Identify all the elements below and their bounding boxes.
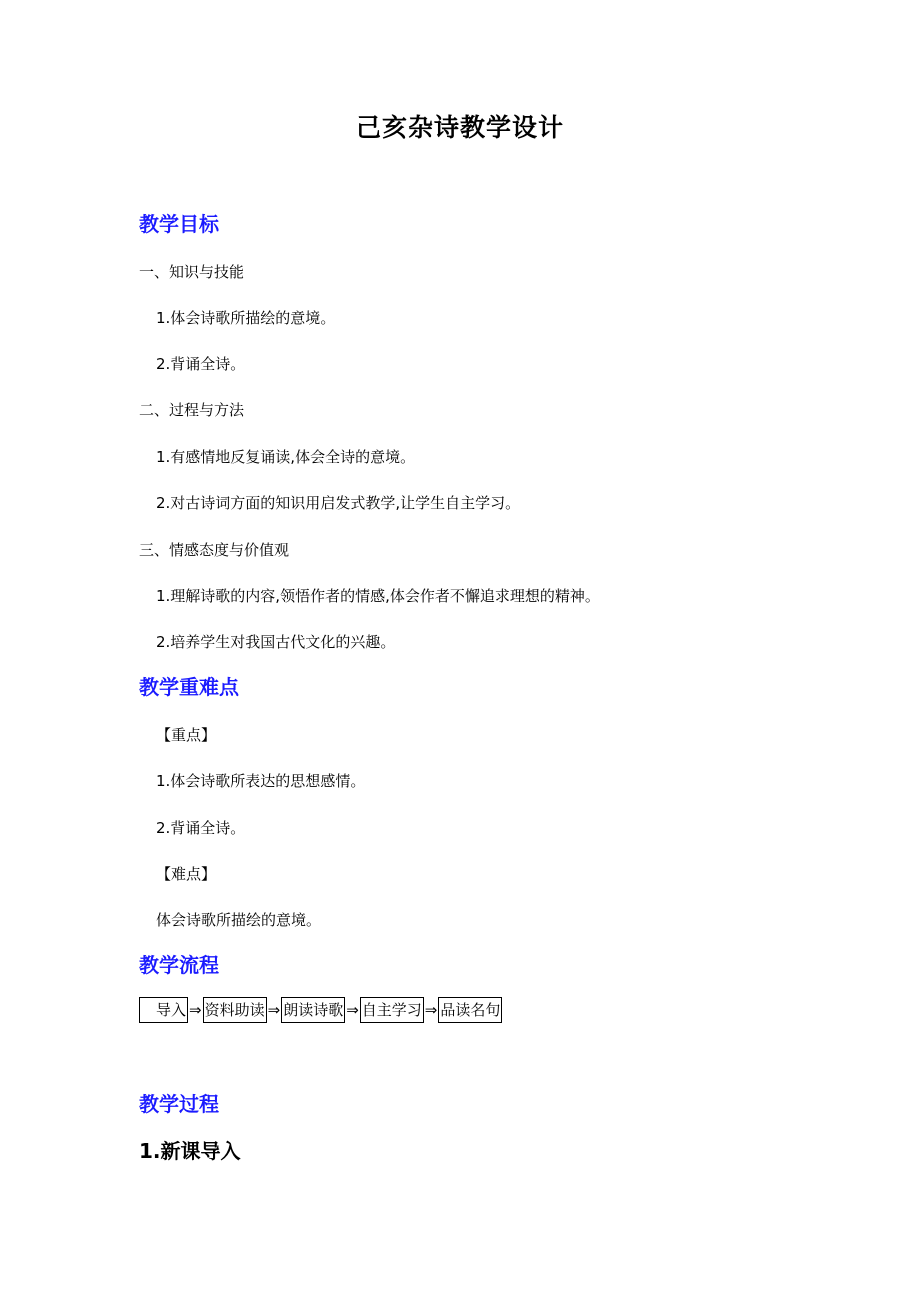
objectives-section-2-item-2: 2.对古诗词方面的知识用启发式教学,让学生自主学习。 bbox=[156, 494, 521, 512]
flow-arrow-1: ⇒ bbox=[189, 1001, 202, 1019]
flow-arrow-3: ⇒ bbox=[346, 1001, 359, 1019]
flow-step-3: 朗读诗歌 bbox=[281, 997, 345, 1023]
flow-step-2: 资料助读 bbox=[203, 997, 267, 1023]
document-title: 己亥杂诗教学设计 bbox=[355, 113, 564, 142]
objectives-section-3-label: 三、情感态度与价值观 bbox=[139, 541, 290, 559]
objectives-section-3-item-1: 1.理解诗歌的内容,领悟作者的情感,体会作者不懈追求理想的精神。 bbox=[156, 587, 600, 605]
objectives-section-1-item-2: 2.背诵全诗。 bbox=[156, 355, 246, 373]
flow-step-4: 自主学习 bbox=[360, 997, 424, 1023]
objectives-section-2-item-1: 1.有感情地反复诵读,体会全诗的意境。 bbox=[156, 448, 416, 466]
flow-arrow-2: ⇒ bbox=[267, 1001, 281, 1019]
heading-key-points: 教学重难点 bbox=[139, 675, 239, 699]
flow-arrow-4: ⇒ bbox=[424, 1001, 438, 1019]
teaching-flow bbox=[139, 997, 502, 1023]
heading-process: 教学过程 bbox=[139, 1092, 219, 1116]
focus-item-2: 2.背诵全诗。 bbox=[156, 819, 246, 837]
focus-label: 【重点】 bbox=[156, 726, 217, 744]
flow-step-1: 导入 bbox=[139, 997, 188, 1023]
flow-step-5: 品读名句 bbox=[438, 997, 502, 1023]
heading-objectives: 教学目标 bbox=[139, 212, 219, 236]
objectives-section-2-label: 二、过程与方法 bbox=[139, 401, 245, 419]
objectives-section-1-label: 一、知识与技能 bbox=[139, 263, 245, 281]
objectives-section-1-item-1: 1.体会诗歌所描绘的意境。 bbox=[156, 309, 336, 327]
objectives-section-3-item-2: 2.培养学生对我国古代文化的兴趣。 bbox=[156, 633, 396, 651]
difficulty-label: 【难点】 bbox=[156, 865, 217, 883]
heading-flow: 教学流程 bbox=[139, 953, 219, 977]
focus-item-1: 1.体会诗歌所表达的思想感情。 bbox=[156, 772, 366, 790]
difficulty-text: 体会诗歌所描绘的意境。 bbox=[156, 911, 322, 929]
subheading-new-lesson-intro: 1.新课导入 bbox=[139, 1139, 241, 1163]
